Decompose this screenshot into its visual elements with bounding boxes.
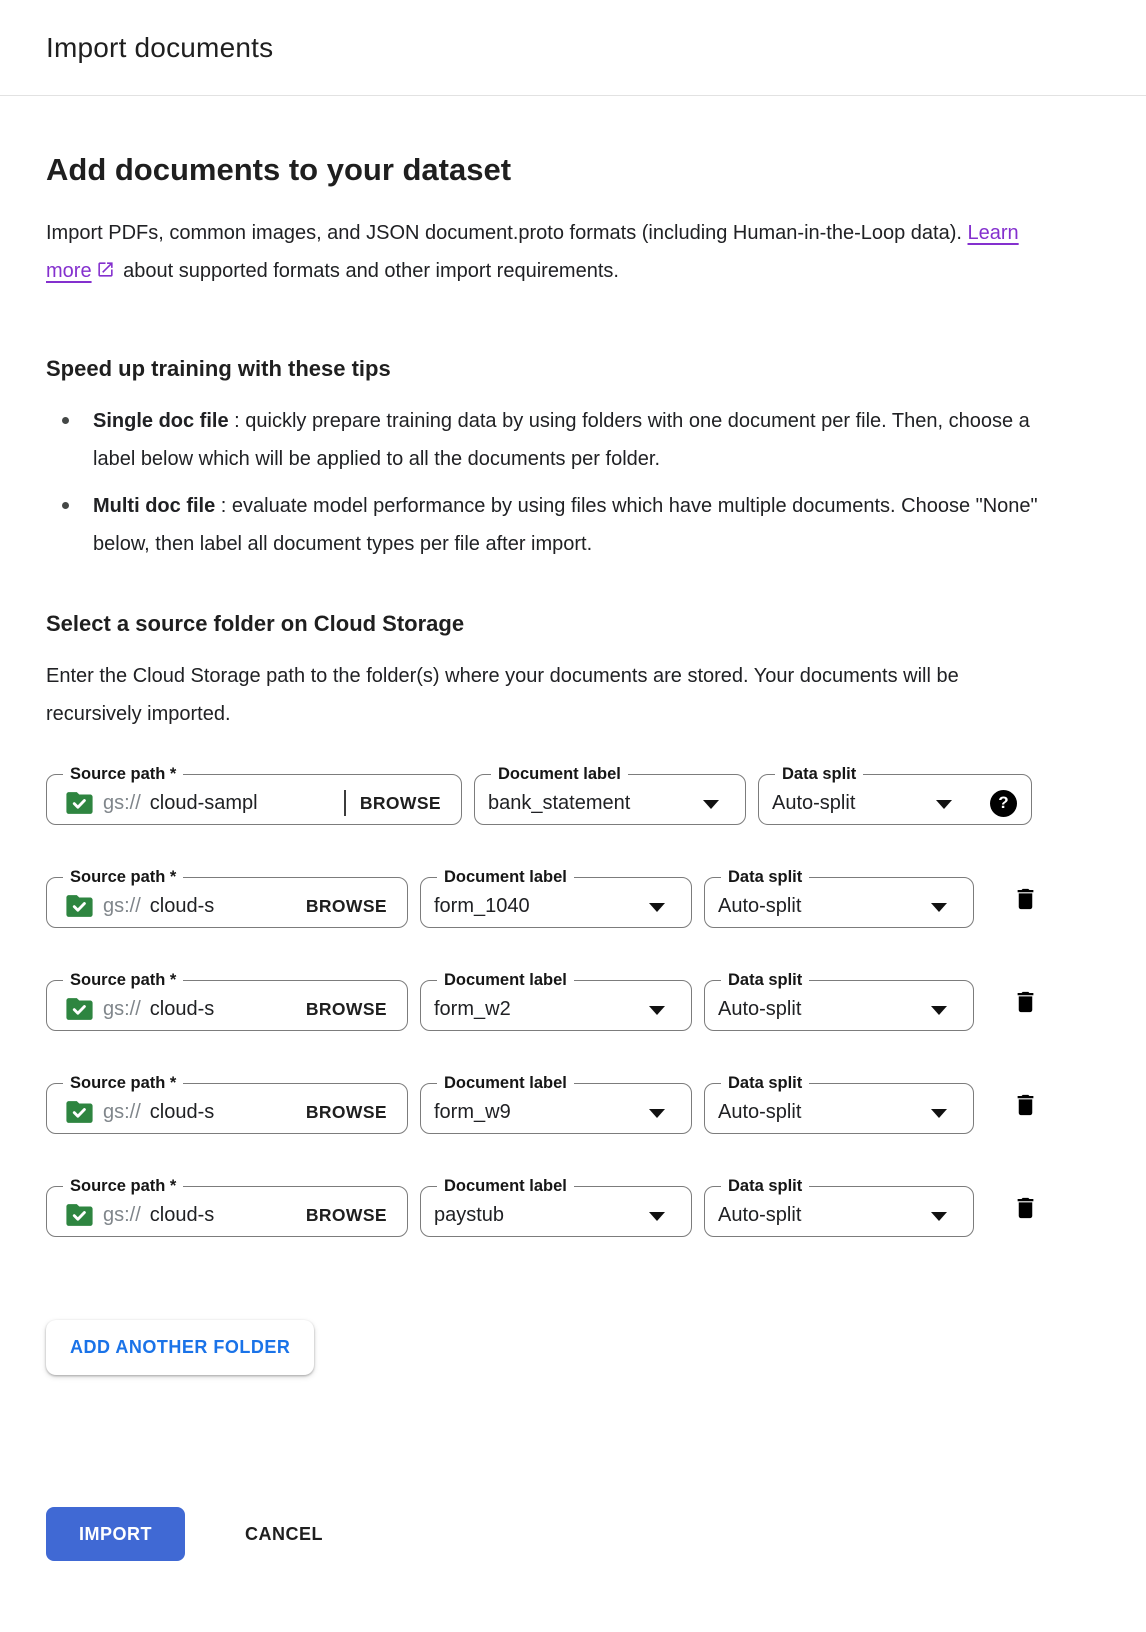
source-path-label: Source path * [70, 765, 177, 783]
document-label-label: Document label [444, 868, 567, 886]
gs-prefix: gs:// [103, 894, 141, 917]
document-label-label: Document label [444, 1177, 567, 1195]
source-path-input[interactable]: cloud-s [149, 1203, 215, 1226]
data-split-field[interactable] [704, 1076, 974, 1134]
data-split-select[interactable]: Auto-split [718, 997, 802, 1020]
gs-prefix: gs:// [103, 1203, 141, 1226]
browse-button[interactable]: BROWSE [292, 892, 395, 921]
trash-icon [1012, 988, 1039, 1016]
data-split-field[interactable] [758, 767, 1032, 825]
delete-row-button[interactable] [1008, 1190, 1043, 1226]
source-path-input[interactable]: cloud-s [149, 997, 215, 1020]
import-folder-row [46, 767, 1100, 825]
document-label-select[interactable]: form_w2 [434, 997, 511, 1020]
source-path-label: Source path * [70, 868, 177, 886]
document-label-field[interactable] [420, 870, 692, 928]
chevron-down-icon[interactable] [931, 1006, 947, 1015]
document-label-field[interactable] [474, 767, 746, 825]
document-label-field[interactable] [420, 1179, 692, 1237]
data-split-select[interactable]: Auto-split [772, 791, 856, 814]
dialog-actions [46, 1507, 1100, 1561]
source-folder-heading: Select a source folder on Cloud Storage [46, 611, 465, 636]
source-path-label: Source path * [70, 1074, 177, 1092]
source-path-field[interactable] [46, 870, 408, 928]
data-split-field[interactable] [704, 1179, 974, 1237]
document-label-select[interactable]: form_w9 [434, 1100, 511, 1123]
cancel-button[interactable]: CANCEL [233, 1514, 335, 1555]
chevron-down-icon[interactable] [931, 903, 947, 912]
data-split-select[interactable]: Auto-split [718, 1203, 802, 1226]
chevron-down-icon[interactable] [931, 1212, 947, 1221]
data-split-label: Data split [728, 868, 803, 886]
import-button[interactable]: IMPORT [46, 1507, 185, 1561]
source-path-field[interactable] [46, 1076, 408, 1134]
document-label-label: Document label [444, 1074, 567, 1092]
document-label-field[interactable] [420, 973, 692, 1031]
source-path-label: Source path * [70, 1177, 177, 1195]
source-path-label: Source path * [70, 971, 177, 989]
document-label-select[interactable]: bank_statement [488, 791, 631, 814]
external-link-icon [96, 254, 115, 292]
import-folder-row [46, 870, 1100, 928]
chevron-down-icon[interactable] [649, 1109, 665, 1118]
import-dialog-body [0, 152, 1146, 1601]
tip-single-doc [46, 402, 1056, 478]
document-label-label: Document label [444, 971, 567, 989]
page-title: Add documents to your dataset [46, 152, 512, 187]
import-folder-row [46, 1076, 1100, 1134]
import-folder-row [46, 973, 1100, 1031]
source-path-field[interactable] [46, 1179, 408, 1237]
document-label-label: Document label [498, 765, 621, 783]
tip-text: : evaluate model performance by using files which have multiple documents. Choose "None" below, then label all document types per file after import. [93, 495, 1038, 555]
folder-check-icon [66, 997, 93, 1021]
trash-icon [1012, 1194, 1039, 1222]
delete-row-button[interactable] [1008, 1087, 1043, 1123]
data-split-field[interactable] [704, 973, 974, 1031]
chevron-down-icon[interactable] [936, 800, 952, 809]
browse-button[interactable]: BROWSE [292, 995, 395, 1024]
intro-text-after: about supported formats and other import requirements. [117, 260, 619, 282]
tip-text: : quickly prepare training data by using folders with one document per file. Then, choose a label below which will be applied to all the documents per folder. [93, 410, 1030, 470]
import-folder-row [46, 1179, 1100, 1237]
source-folder-description: Enter the Cloud Storage path to the folder(s) where your documents are stored. Your documents will be recursively imported. [46, 665, 959, 725]
chevron-down-icon[interactable] [649, 1006, 665, 1015]
browse-button[interactable]: BROWSE [292, 1201, 395, 1230]
add-another-folder-button[interactable]: ADD ANOTHER FOLDER [46, 1320, 314, 1375]
help-icon[interactable]: ? [990, 790, 1017, 817]
chevron-down-icon[interactable] [931, 1109, 947, 1118]
dialog-title: Import documents [46, 31, 274, 63]
chevron-down-icon[interactable] [649, 903, 665, 912]
chevron-down-icon[interactable] [649, 1212, 665, 1221]
browse-button[interactable]: BROWSE [346, 789, 449, 818]
source-path-field[interactable] [46, 973, 408, 1031]
data-split-label: Data split [728, 1074, 803, 1092]
tips-list [46, 402, 1056, 563]
data-split-select[interactable]: Auto-split [718, 894, 802, 917]
gs-prefix: gs:// [103, 1100, 141, 1123]
source-path-field[interactable] [46, 767, 462, 825]
tip-lead: Multi doc file [93, 495, 216, 517]
gs-prefix: gs:// [103, 997, 141, 1020]
intro-paragraph [46, 214, 1036, 292]
tips-heading: Speed up training with these tips [46, 356, 391, 381]
gs-prefix: gs:// [103, 791, 141, 814]
delete-row-button[interactable] [1008, 881, 1043, 917]
document-label-field[interactable] [420, 1076, 692, 1134]
source-path-input[interactable]: cloud-s [149, 894, 215, 917]
document-label-select[interactable]: paystub [434, 1203, 505, 1226]
learn-more-link[interactable]: Learn more [46, 222, 1019, 282]
data-split-label: Data split [728, 1177, 803, 1195]
folder-check-icon [66, 791, 93, 815]
data-split-field[interactable] [704, 870, 974, 928]
trash-icon [1012, 1091, 1039, 1119]
data-split-select[interactable]: Auto-split [718, 1100, 802, 1123]
chevron-down-icon[interactable] [703, 800, 719, 809]
data-split-label: Data split [728, 971, 803, 989]
intro-text-before: Import PDFs, common images, and JSON document.proto formats (including Human-in-the-Loop data). [46, 222, 968, 244]
tip-multi-doc [46, 487, 1056, 563]
browse-button[interactable]: BROWSE [292, 1098, 395, 1127]
tip-lead: Single doc file [93, 410, 229, 432]
folder-check-icon [66, 1100, 93, 1124]
trash-icon [1012, 885, 1039, 913]
delete-row-button[interactable] [1008, 984, 1043, 1020]
folder-check-icon [66, 1203, 93, 1227]
source-path-input[interactable]: cloud-s [149, 1100, 215, 1123]
dialog-header [0, 0, 1146, 96]
source-path-input[interactable]: cloud-sampl [149, 791, 258, 814]
data-split-label: Data split [782, 765, 857, 783]
folder-rows [46, 767, 1100, 1237]
folder-check-icon [66, 894, 93, 918]
document-label-select[interactable]: form_1040 [434, 894, 530, 917]
